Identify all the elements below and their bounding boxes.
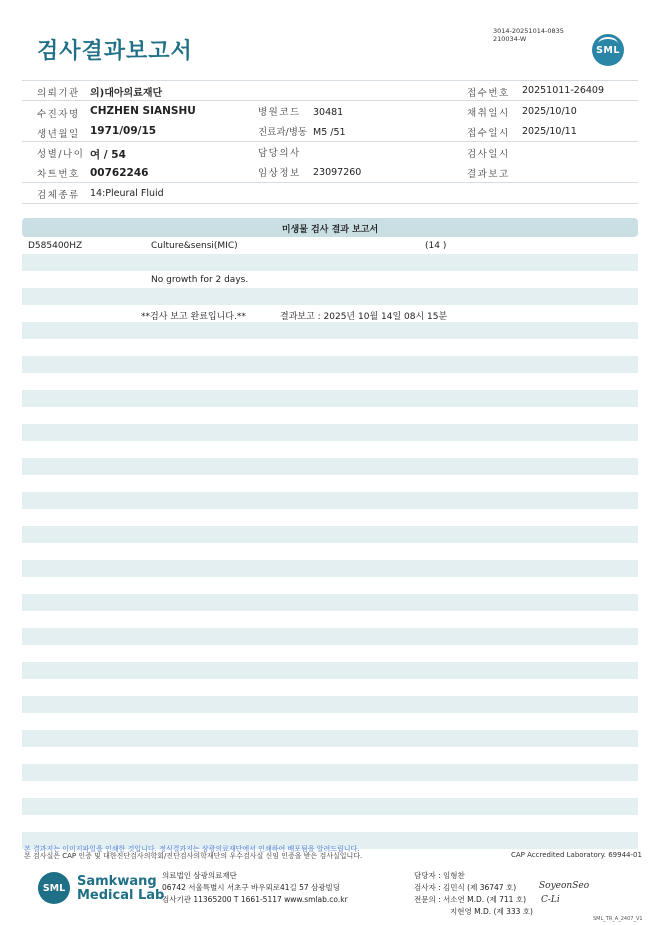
charge-label: 담당자 :	[414, 871, 441, 880]
clinical-value: 23097260	[313, 167, 362, 178]
specialist2: 지현영 M.D. (제 333 호)	[450, 907, 533, 916]
results-title: 미생물 검사 결과 보고서	[281, 225, 379, 235]
row-stripe	[22, 526, 638, 543]
sex-age-label: 성별/나이	[37, 149, 85, 160]
signatures	[414, 870, 533, 918]
row-stripe	[22, 254, 638, 271]
divider	[22, 182, 638, 183]
document-id	[493, 27, 564, 43]
specimen-value: 14:Pleural Fluid	[90, 188, 164, 199]
dept-label: 진료과/병동	[258, 127, 308, 138]
row-stripe	[22, 322, 638, 339]
row-stripe	[22, 798, 638, 815]
row-stripe	[22, 696, 638, 713]
cap-accreditation: CAP Accredited Laboratory. 69944-01	[511, 851, 642, 859]
tester-label: 검사자 :	[414, 883, 441, 892]
signature-image: C-Li	[541, 895, 560, 905]
ward-code-value: 30481	[313, 107, 344, 118]
chart-value: 00762246	[90, 167, 149, 179]
divider	[22, 203, 638, 204]
divider	[22, 141, 638, 142]
page-title: 검사결과보고서	[37, 39, 193, 64]
image-disclaimer: 본 결과지는 이미지파일을 인쇄한 것입니다. 정식결과지는 삼광의료재단에서 인쇄하여 배포됨을 알려드립니다.	[24, 845, 360, 853]
row-stripe	[22, 288, 638, 305]
result-finding: No growth for 2 days.	[151, 275, 249, 285]
divider	[22, 80, 638, 81]
tester-name: 김민식 (제 36747 호)	[443, 883, 517, 892]
lab-certification-note: 본 검사실은 CAP 인증 및 대한진단검사의학회/진단검사의학재단의 우수검사실 신임 인증을 받은 검사실입니다.	[24, 852, 363, 860]
receipt-date-value: 2025/10/11	[522, 126, 577, 137]
divider	[22, 100, 638, 101]
clinical-label: 임상정보	[258, 168, 301, 179]
sex-age-value: 여 / 54	[90, 149, 126, 161]
chart-label: 차트번호	[37, 169, 80, 180]
row-stripe	[22, 764, 638, 781]
org-name: 의료법인 삼광의료재단	[162, 871, 237, 880]
collect-date-label: 채취일시	[467, 108, 510, 119]
specimen-label: 검체종류	[37, 190, 80, 201]
report-complete-note: **검사 보고 완료입니다.**	[141, 312, 246, 322]
charge-name: 임형찬	[443, 871, 465, 880]
doctor-label: 담당의사	[258, 148, 301, 159]
row-stripe	[22, 458, 638, 475]
row-stripe	[22, 628, 638, 645]
company-address	[162, 870, 348, 906]
patient-label: 수진자명	[37, 109, 80, 120]
report-label: 결과보고	[467, 169, 510, 180]
test-code: D585400HZ	[28, 241, 83, 251]
document-id-line1: 3014-20251014-0835	[493, 27, 564, 35]
dob-label: 생년월일	[37, 129, 80, 140]
row-stripe	[22, 424, 638, 441]
row-stripe	[22, 356, 638, 373]
row-stripe	[22, 492, 638, 509]
report-time: 결과보고 : 2025년 10월 14일 08시 15분	[280, 312, 448, 322]
signature-image: SoyeonSeo	[539, 881, 590, 891]
receipt-no-value: 20251011-26409	[522, 85, 605, 96]
exam-date-label: 검사일시	[467, 149, 510, 160]
row-stripe	[22, 390, 638, 407]
specialist-label: 전문의 :	[414, 895, 441, 904]
dob-value: 1971/09/15	[90, 125, 157, 137]
document-id-line2: 210034-W	[493, 35, 527, 43]
test-count: (14 )	[425, 241, 447, 251]
contact: 검사기관 11365200 T 1661-5117 www.smlab.co.kr	[162, 895, 348, 904]
dept-value: M5 /51	[313, 127, 346, 138]
logo-line2: Medical Lab	[77, 888, 165, 903]
row-stripe	[22, 594, 638, 611]
sml-logo-mark-icon: SML	[38, 872, 70, 904]
collect-date-value: 2025/10/10	[522, 106, 577, 117]
company-logo	[77, 875, 164, 903]
receipt-date-label: 접수일시	[467, 128, 510, 139]
patient-value: CHZHEN SIANSHU	[90, 105, 196, 117]
logo-line1: Samkwang	[77, 874, 157, 889]
row-stripe	[22, 560, 638, 577]
row-stripe	[22, 730, 638, 747]
test-name: Culture&sensi(MIC)	[151, 241, 238, 251]
institution-label: 의뢰기관	[37, 88, 80, 99]
receipt-no-label: 접수번호	[467, 88, 510, 99]
address: 06742 서울특별시 서초구 바우뫼로41길 57 삼광빌딩	[162, 883, 341, 892]
sml-logo-icon: SML	[592, 34, 624, 66]
ward-code-label: 병원코드	[258, 107, 301, 118]
row-stripe	[22, 662, 638, 679]
form-code: SML_TR_A_2407_V1	[593, 916, 643, 922]
institution-value: 의)대아의료재단	[90, 88, 163, 99]
specialist1: 서소연 M.D. (제 711 호)	[443, 895, 526, 904]
